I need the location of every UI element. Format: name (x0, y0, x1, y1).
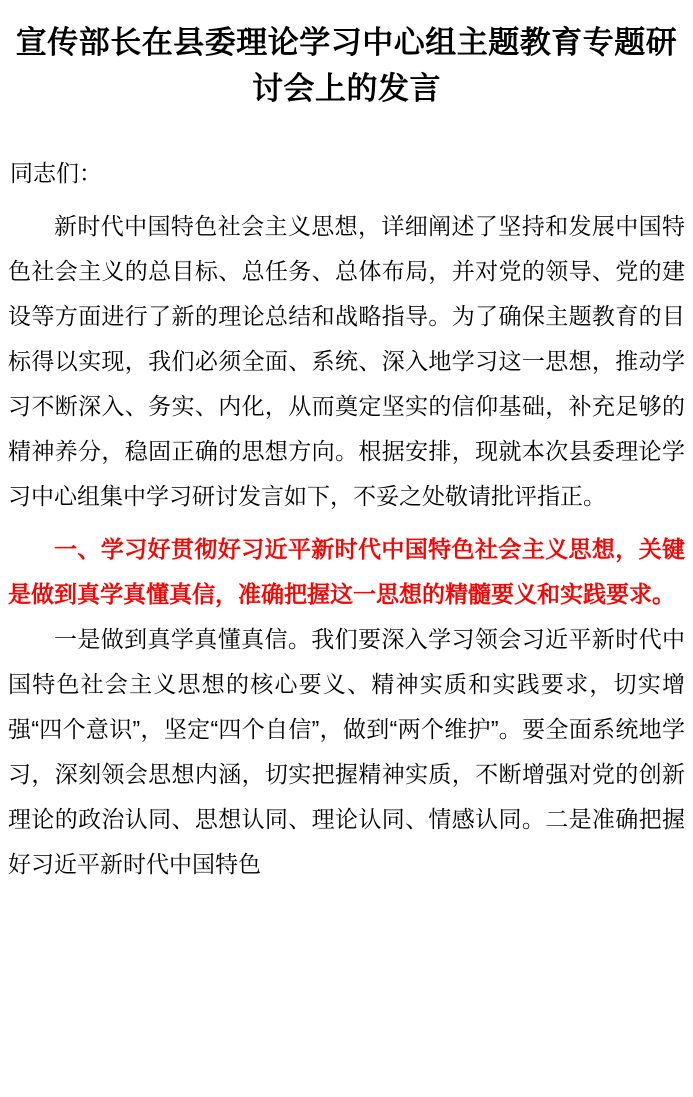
paragraph-section-1-body: 一是做到真学真懂真信。我们要深入学习领会习近平新时代中国特色社会主义思想的核心要义、精神实质和实践要求，切实增强“四个意识”，坚定“四个自信”，做到“两个维护”。要全面系统地学习，深刻领会思想内涵，切实把握精神实质，不断增强对党的创新理论的政治认同、思想认同、理论认同、情感认同。二是准确把握好习近平新时代中国特色 (8, 626, 685, 877)
section-heading-1: 一、学习好贯彻好习近平新时代中国特色社会主义思想，关键是做到真学真懂真信，准确把握这一思想的精髓要义和实践要求。 (8, 536, 685, 607)
salutation: 同志们： (10, 160, 102, 186)
paragraph-intro: 新时代中国特色社会主义思想，详细阐述了坚持和发展中国特色社会主义的总目标、总任务、总体布局，并对党的领导、党的建设等方面进行了新的理论总结和战略指导。为了确保主题教育的目标得以实现，我们必须全面、系统、深入地学习这一思想，推动学习不断深入、务实、内化，从而奠定坚实的信仰基础，补充足够的精神养分，稳固正确的思想方向。根据安排，现就本次县委理论学习中心组集中学习研讨发言如下，不妥之处敬请批评指正。 (8, 213, 685, 509)
paragraph-spacer (8, 519, 685, 527)
page-title: 宣传部长在县委理论学习中心组主题教育专题研讨会上的发言 (15, 25, 678, 106)
